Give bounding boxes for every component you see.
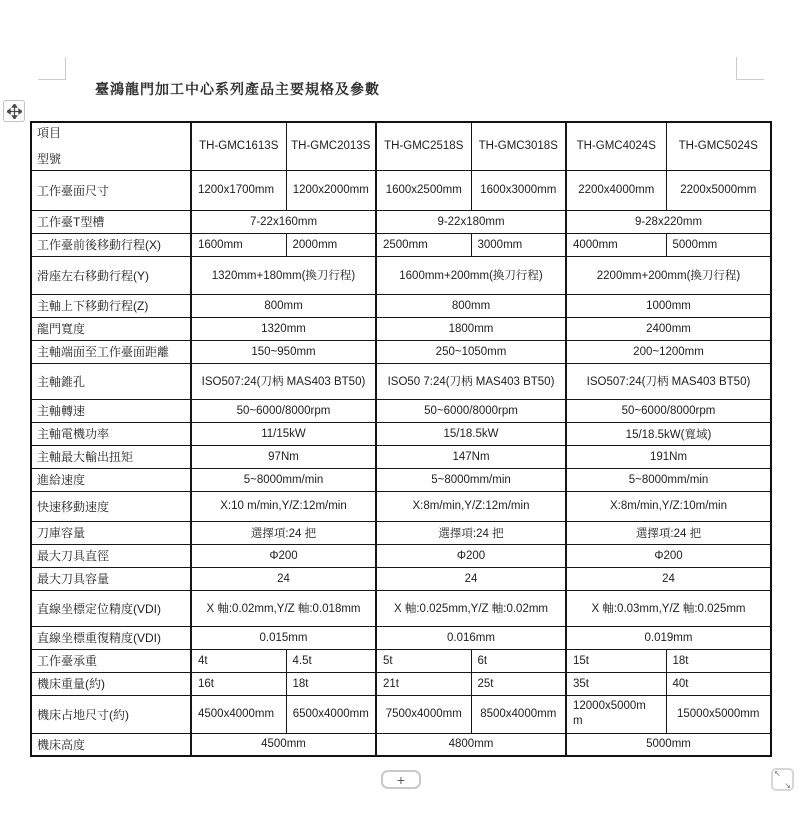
spec-cell[interactable]: 15000x5000mm xyxy=(666,695,771,733)
spec-row-label[interactable]: 主軸端面至工作臺面距離 xyxy=(31,340,191,363)
spec-row-label[interactable]: 最大刀具容量 xyxy=(31,567,191,590)
spec-cell[interactable]: 選擇項:24 把 xyxy=(376,521,566,544)
spec-cell[interactable]: 0.019mm xyxy=(566,626,771,649)
spec-row-label[interactable]: 工作臺T型槽 xyxy=(31,210,191,233)
spec-cell[interactable] xyxy=(191,170,286,210)
spec-cell[interactable]: 16t xyxy=(191,672,286,695)
model-header-cell[interactable]: TH-GMC3018S xyxy=(471,122,566,170)
spec-cell[interactable]: 9-22x180mm xyxy=(376,210,566,233)
spec-cell[interactable]: 50~6000/8000rpm xyxy=(566,399,771,422)
spec-cell[interactable]: 6t xyxy=(471,649,566,672)
table-row xyxy=(31,445,771,468)
table-row xyxy=(31,294,771,317)
header-label-top: 項目 xyxy=(37,126,62,141)
spec-cell[interactable]: 35t xyxy=(566,672,666,695)
spec-cell-text: 1200x1700mm xyxy=(198,183,275,196)
spec-cell[interactable]: 8500x4000mm xyxy=(471,695,566,733)
margin-crop-mark-right xyxy=(736,57,764,80)
spec-cell[interactable]: 3000mm xyxy=(471,233,566,256)
spec-cell[interactable]: 2000mm xyxy=(286,233,376,256)
spec-cell[interactable]: 40t xyxy=(666,672,771,695)
spec-cell[interactable]: 191Nm xyxy=(566,445,771,468)
table-row xyxy=(31,544,771,567)
table-row xyxy=(31,210,771,233)
table-move-handle[interactable] xyxy=(3,100,25,122)
spec-cell[interactable]: X:8m/min,Y/Z:12m/min xyxy=(376,491,566,521)
table-row xyxy=(31,170,771,210)
resize-nw-icon: ↖ xyxy=(774,769,781,778)
spec-row-label[interactable]: 滑座左右移動行程(Y) xyxy=(31,256,191,294)
spec-cell[interactable]: 1600mm+200mm(換刀行程) xyxy=(376,256,566,294)
spec-cell[interactable]: 15t xyxy=(566,649,666,672)
table-resize-handle[interactable] xyxy=(771,768,794,791)
spec-cell[interactable]: 2400mm xyxy=(566,317,771,340)
spec-row-label[interactable]: 主軸電機功率 xyxy=(31,422,191,445)
table-row xyxy=(31,256,771,294)
spec-cell[interactable]: 2200mm+200mm(換刀行程) xyxy=(566,256,771,294)
spec-cell[interactable]: 200~1200mm xyxy=(566,340,771,363)
spec-cell[interactable]: 5~8000mm/min xyxy=(566,468,771,491)
spec-row-label[interactable]: 機床高度 xyxy=(31,733,191,756)
spec-cell[interactable]: 1600mm xyxy=(191,233,286,256)
spec-cell[interactable]: 9-28x220mm xyxy=(566,210,771,233)
spec-cell[interactable]: 選擇項:24 把 xyxy=(566,521,771,544)
spec-cell[interactable]: 4000mm xyxy=(566,233,666,256)
spec-cell[interactable]: X:10 m/min,Y/Z:12m/min xyxy=(191,491,376,521)
spec-row-label[interactable]: 直線坐標定位精度(VDI) xyxy=(31,590,191,626)
table-row xyxy=(31,521,771,544)
spec-cell[interactable]: 1320mm+180mm(換刀行程) xyxy=(191,256,376,294)
spec-cell[interactable]: ISO507:24(刀柄 MAS403 BT50) xyxy=(191,363,376,399)
spec-cell[interactable]: 2200x4000mm xyxy=(566,170,666,210)
insert-plus-button[interactable]: + xyxy=(381,770,421,789)
spec-cell[interactable]: X 軸:0.02mm,Y/Z 軸:0.018mm xyxy=(191,590,376,626)
spec-cell[interactable]: 5~8000mm/min xyxy=(376,468,566,491)
table-row xyxy=(31,340,771,363)
spec-cell[interactable]: 5000mm xyxy=(566,733,771,756)
document-title[interactable]: 臺鴻龍門加工中心系列產品主要規格及參數 xyxy=(95,81,380,97)
spec-cell[interactable]: 1600x2500mm xyxy=(376,170,471,210)
model-header-cell[interactable]: TH-GMC1613S xyxy=(191,122,286,170)
spec-table xyxy=(30,121,772,757)
spec-row-label[interactable]: 機床占地尺寸(約) xyxy=(31,695,191,733)
spec-row-label[interactable]: 進給速度 xyxy=(31,468,191,491)
spec-row-label[interactable]: 工作臺承重 xyxy=(31,649,191,672)
spec-cell[interactable]: 800mm xyxy=(376,294,566,317)
spec-cell[interactable]: 21t xyxy=(376,672,471,695)
spec-cell[interactable]: X 軸:0.025mm,Y/Z 軸:0.02mm xyxy=(376,590,566,626)
spec-cell[interactable]: 150~950mm xyxy=(191,340,376,363)
spec-row-label[interactable]: 刀庫容量 xyxy=(31,521,191,544)
spec-cell[interactable]: 800mm xyxy=(191,294,376,317)
spec-cell[interactable]: 2500mm xyxy=(376,233,471,256)
table-row xyxy=(31,695,771,733)
spec-cell[interactable]: 1000mm xyxy=(566,294,771,317)
spec-cell[interactable]: 24 xyxy=(191,567,376,590)
spec-cell[interactable] xyxy=(191,695,286,733)
spec-row-label[interactable]: 主軸轉速 xyxy=(31,399,191,422)
spec-cell[interactable]: 7-22x160mm xyxy=(191,210,376,233)
spec-cell[interactable]: 18t xyxy=(286,672,376,695)
table-row xyxy=(31,422,771,445)
resize-se-icon: ↘ xyxy=(784,781,791,790)
spec-cell[interactable]: 15/18.5kW(寬域) xyxy=(566,422,771,445)
spec-row-label[interactable]: 主軸最大輸出扭矩 xyxy=(31,445,191,468)
spec-cell[interactable]: 147Nm xyxy=(376,445,566,468)
header-label-cell[interactable] xyxy=(31,122,191,170)
margin-crop-mark-left xyxy=(38,57,66,80)
table-row xyxy=(31,626,771,649)
table-row xyxy=(31,672,771,695)
table-row xyxy=(31,233,771,256)
spec-cell[interactable]: 4t xyxy=(191,649,286,672)
spec-cell[interactable]: 7500x4000mm xyxy=(376,695,471,733)
spec-cell[interactable]: 1600x3000mm xyxy=(471,170,566,210)
spec-row-label[interactable]: 工作臺面尺寸 xyxy=(31,170,191,210)
table-row xyxy=(31,491,771,521)
table-header-row xyxy=(31,122,771,170)
spec-cell[interactable]: 6500x4000mm xyxy=(286,695,376,733)
spec-cell[interactable]: 1200x2000mm xyxy=(286,170,376,210)
spec-row-label[interactable]: 最大刀具直徑 xyxy=(31,544,191,567)
spec-cell-text: 12000x5000mm xyxy=(573,700,646,727)
spec-cell[interactable]: 11/15kW xyxy=(191,422,376,445)
spec-cell[interactable]: Φ200 xyxy=(191,544,376,567)
spec-cell[interactable]: 5t xyxy=(376,649,471,672)
spec-cell-text: 4500x4000mm xyxy=(198,707,275,720)
spec-cell[interactable]: 15/18.5kW xyxy=(376,422,566,445)
spec-cell[interactable]: 18t xyxy=(666,649,771,672)
spec-row-label[interactable]: 龍門寬度 xyxy=(31,317,191,340)
spec-cell[interactable]: Φ200 xyxy=(566,544,771,567)
spec-cell[interactable]: 24 xyxy=(376,567,566,590)
spec-cell[interactable]: X 軸:0.03mm,Y/Z 軸:0.025mm xyxy=(566,590,771,626)
table-row xyxy=(31,590,771,626)
spec-cell[interactable]: 250~1050mm xyxy=(376,340,566,363)
spec-cell[interactable]: 25t xyxy=(471,672,566,695)
spec-cell[interactable]: 1800mm xyxy=(376,317,566,340)
spec-cell[interactable]: 4.5t xyxy=(286,649,376,672)
spec-cell[interactable]: 97Nm xyxy=(191,445,376,468)
model-header-cell[interactable]: TH-GMC5024S xyxy=(666,122,771,170)
spec-cell[interactable]: ISO507:24(刀柄 MAS403 BT50) xyxy=(566,363,771,399)
spec-row-label[interactable]: 直線坐標重復精度(VDI) xyxy=(31,626,191,649)
header-label-bottom: 型號 xyxy=(37,152,62,167)
spec-cell[interactable]: 24 xyxy=(566,567,771,590)
model-header-cell[interactable]: TH-GMC4024S xyxy=(566,122,666,170)
spec-cell[interactable]: 4800mm xyxy=(376,733,566,756)
spec-row-label[interactable]: 主軸上下移動行程(Z) xyxy=(31,294,191,317)
table-row xyxy=(31,317,771,340)
spec-cell[interactable]: 0.016mm xyxy=(376,626,566,649)
spec-cell[interactable]: 5000mm xyxy=(666,233,771,256)
table-row xyxy=(31,733,771,756)
spec-cell[interactable]: 50~6000/8000rpm xyxy=(191,399,376,422)
spec-cell[interactable]: ISO50 7:24(刀柄 MAS403 BT50) xyxy=(376,363,566,399)
spec-cell[interactable]: 4500mm xyxy=(191,733,376,756)
table-row xyxy=(31,468,771,491)
spec-cell[interactable]: 50~6000/8000rpm xyxy=(376,399,566,422)
spec-cell[interactable]: 0.015mm xyxy=(191,626,376,649)
spec-cell[interactable]: Φ200 xyxy=(376,544,566,567)
model-header-cell[interactable]: TH-GMC2518S xyxy=(376,122,471,170)
spec-cell[interactable]: X:8m/min,Y/Z:10m/min xyxy=(566,491,771,521)
spec-cell[interactable]: 5~8000mm/min xyxy=(191,468,376,491)
spec-row-label[interactable]: 機床重量(約) xyxy=(31,672,191,695)
spec-row-label[interactable]: 工作臺前後移動行程(X) xyxy=(31,233,191,256)
spec-table-body xyxy=(31,122,771,756)
spec-cell[interactable]: 1320mm xyxy=(191,317,376,340)
table-row xyxy=(31,363,771,399)
table-row xyxy=(31,567,771,590)
spec-cell[interactable] xyxy=(566,695,666,733)
model-header-cell[interactable]: TH-GMC2013S xyxy=(286,122,376,170)
spec-cell[interactable]: 2200x5000mm xyxy=(666,170,771,210)
table-row xyxy=(31,649,771,672)
spec-cell[interactable]: 選擇項:24 把 xyxy=(191,521,376,544)
spec-row-label[interactable]: 主軸錐孔 xyxy=(31,363,191,399)
spec-row-label[interactable]: 快速移動速度 xyxy=(31,491,191,521)
table-row xyxy=(31,399,771,422)
move-cross-icon xyxy=(7,104,22,119)
